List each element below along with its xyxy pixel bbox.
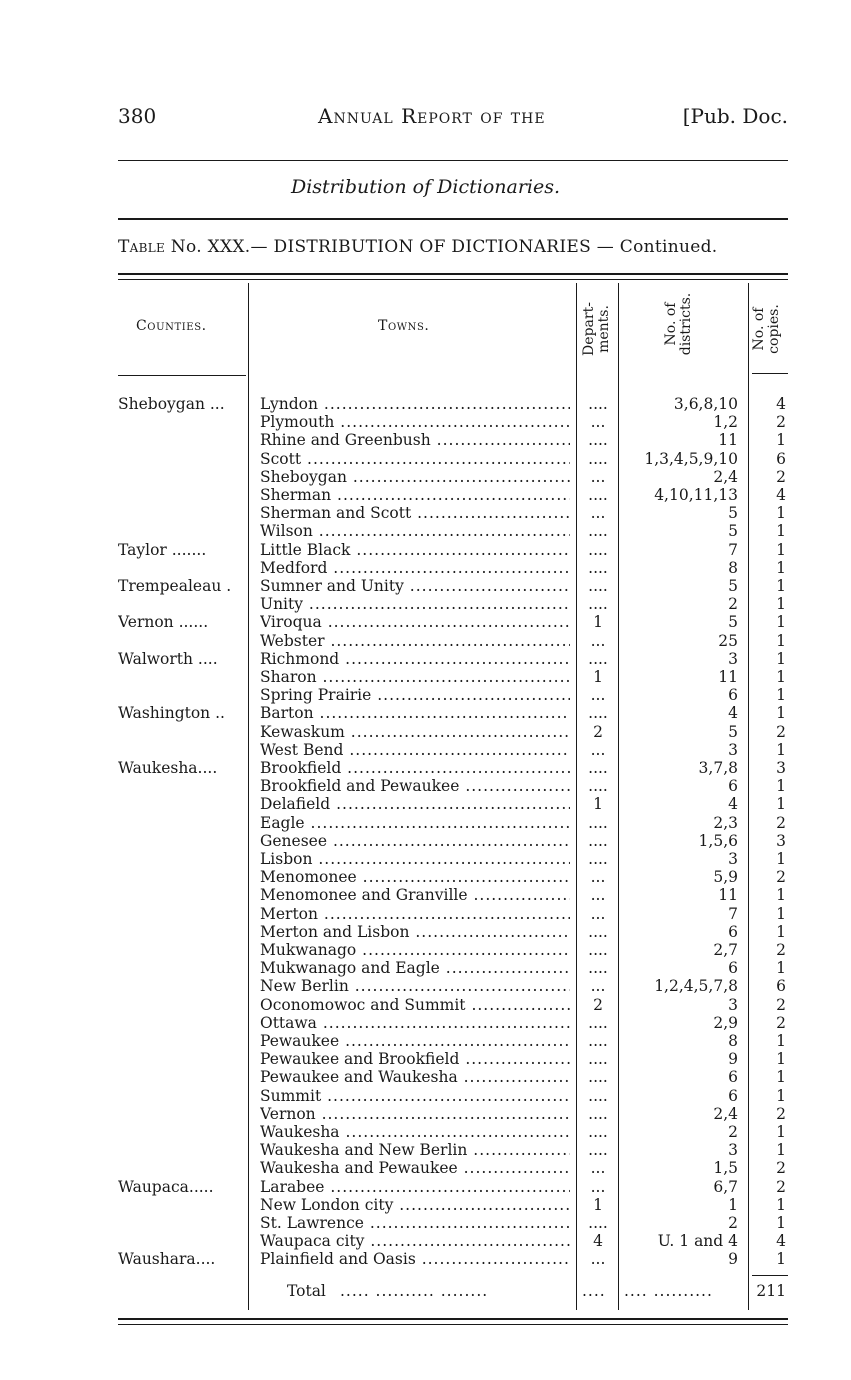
departments-cell: .... <box>588 1123 608 1141</box>
copies-cell: 1 <box>776 904 786 923</box>
town-cell: New Berlin ..... <box>260 977 570 995</box>
copies-cell: 1 <box>776 1141 786 1160</box>
table-row <box>0 1105 851 1123</box>
table-row <box>0 832 851 850</box>
districts-cell: 1,2,4,5,7,8 <box>654 977 738 996</box>
table-row <box>0 1068 851 1086</box>
table-caption <box>118 237 788 257</box>
districts-cell: 5 <box>728 577 738 595</box>
departments-cell: ... <box>590 740 606 759</box>
districts-cell: 3 <box>728 995 738 1014</box>
departments-cell: .... <box>588 486 608 504</box>
county-cell: Waushara.... <box>118 1250 216 1269</box>
town-cell: Waukesha ..... <box>260 1123 570 1141</box>
copies-cell: 2 <box>776 868 786 887</box>
total-copies: 211 <box>756 1282 786 1300</box>
departments-cell: ... <box>590 1177 606 1196</box>
copies-cell: 2 <box>776 467 786 486</box>
districts-cell: U. 1 and 4 <box>657 1232 738 1251</box>
districts-cell: 11 <box>718 668 738 686</box>
county-cell: Vernon ...... <box>118 613 209 632</box>
table-row <box>0 577 851 595</box>
districts-cell: 9 <box>728 1250 738 1269</box>
copies-cell: 1 <box>776 1086 786 1105</box>
districts-cell: 8 <box>728 1032 738 1050</box>
county-cell: Waupaca..... <box>118 1177 214 1196</box>
table-row <box>0 886 851 904</box>
table-row <box>0 1178 851 1196</box>
districts-cell: 6 <box>728 777 738 796</box>
county-cell: Waukesha.... <box>118 759 218 777</box>
districts-cell: 1,5 <box>713 1159 738 1178</box>
districts-cell: 7 <box>728 540 738 559</box>
districts-cell: 5 <box>728 613 738 632</box>
table-row <box>0 959 851 977</box>
town-cell: Waupaca city ..... <box>260 1232 570 1250</box>
column-header-districts: No. of districts. <box>663 292 694 356</box>
copies-cell: 3 <box>776 831 786 850</box>
town-cell: Waukesha and New Berlin ..... <box>260 1141 570 1159</box>
table-row <box>0 1123 851 1141</box>
table-row <box>0 559 851 577</box>
departments-cell: .... <box>588 922 608 941</box>
table-row <box>0 1232 851 1250</box>
town-cell: Brookfield and Pewaukee ..... <box>260 777 570 795</box>
departments-cell: .... <box>588 1068 608 1087</box>
column-header-copies: No. of copies. <box>751 304 782 354</box>
copies-cell: 1 <box>776 1032 786 1050</box>
districts-cell: 6 <box>728 1086 738 1105</box>
table-row <box>0 595 851 613</box>
town-cell: Plymouth ..... <box>260 413 570 431</box>
total-departments: .... <box>582 1282 606 1300</box>
header-rule <box>118 160 788 161</box>
districts-cell: 2 <box>728 1214 738 1232</box>
copies-cell: 1 <box>776 522 786 541</box>
copies-cell: 6 <box>776 449 786 468</box>
departments-cell: ... <box>590 504 606 523</box>
county-cell: Trempealeau . <box>118 577 232 595</box>
districts-cell: 2,7 <box>713 941 738 959</box>
districts-cell: 25 <box>718 631 738 650</box>
town-cell: Mukwanago ..... <box>260 941 570 959</box>
running-title: Annual Report of the <box>318 104 546 128</box>
copies-cell: 4 <box>776 486 786 504</box>
town-cell: Lisbon ..... <box>260 850 570 868</box>
departments-cell: .... <box>588 850 608 868</box>
town-cell: Sherman and Scott ..... <box>260 504 570 522</box>
copies-cell: 1 <box>776 850 786 868</box>
table-row <box>0 1196 851 1214</box>
table-row <box>0 814 851 832</box>
town-cell: Lyndon ..... <box>260 395 570 413</box>
districts-cell: 11 <box>718 886 738 905</box>
table-caption-lead: Table <box>118 237 166 257</box>
total-label: Total <box>287 1282 326 1300</box>
town-cell: Sherman ..... <box>260 486 570 504</box>
copies-cell: 1 <box>776 1250 786 1269</box>
copies-cell: 3 <box>776 759 786 777</box>
table-row <box>0 650 851 668</box>
districts-cell: 1,3,4,5,9,10 <box>644 449 738 468</box>
departments-cell: ... <box>590 868 606 887</box>
town-cell: Kewaskum ..... <box>260 723 570 741</box>
county-cell: Washington .. <box>118 704 225 723</box>
table-row <box>0 468 851 486</box>
departments-cell: .... <box>588 649 608 668</box>
districts-cell: 5 <box>728 522 738 541</box>
districts-cell: 11 <box>718 431 738 450</box>
copies-cell: 1 <box>776 795 786 814</box>
table-row <box>0 905 851 923</box>
departments-cell: .... <box>588 540 608 559</box>
departments-cell: .... <box>588 941 608 959</box>
table-row <box>0 1050 851 1068</box>
table-row <box>0 1087 851 1105</box>
table-bottom-rule <box>118 1318 788 1320</box>
copies-cell: 1 <box>776 613 786 632</box>
copies-cell: 1 <box>776 577 786 595</box>
departments-cell: .... <box>588 1032 608 1050</box>
departments-cell: ... <box>590 886 606 905</box>
districts-cell: 3 <box>728 649 738 668</box>
departments-cell: .... <box>588 1013 608 1032</box>
districts-cell: 1,5,6 <box>698 831 738 850</box>
districts-cell: 3,6,8,10 <box>673 395 738 413</box>
departments-cell: .... <box>588 1141 608 1160</box>
copies-cell: 2 <box>776 1159 786 1178</box>
copies-cell: 1 <box>776 959 786 978</box>
copies-cell: 1 <box>776 504 786 523</box>
total-rule <box>752 1275 788 1276</box>
copies-cell: 1 <box>776 1068 786 1087</box>
table-row <box>0 1250 851 1268</box>
copies-cell: 1 <box>776 740 786 759</box>
copies-cell: 1 <box>776 1195 786 1214</box>
copies-cell: 4 <box>776 395 786 413</box>
copies-cell: 6 <box>776 977 786 996</box>
districts-cell: 6 <box>728 959 738 978</box>
copies-cell: 2 <box>776 995 786 1014</box>
departments-cell: .... <box>588 813 608 832</box>
town-cell: Merton ..... <box>260 905 570 923</box>
town-cell: Merton and Lisbon ..... <box>260 923 570 941</box>
town-cell: Spring Prairie ..... <box>260 686 570 704</box>
departments-cell: ... <box>590 1159 606 1178</box>
departments-cell: ... <box>590 977 606 996</box>
districts-cell: 5,9 <box>713 868 738 887</box>
table-row <box>0 1014 851 1032</box>
town-cell: Rhine and Greenbush ..... <box>260 431 570 449</box>
table-row <box>0 668 851 686</box>
copies-cell: 1 <box>776 540 786 559</box>
town-cell: Pewaukee and Waukesha ..... <box>260 1068 570 1086</box>
departments-cell: .... <box>588 1086 608 1105</box>
districts-cell: 4 <box>728 795 738 814</box>
table-row <box>0 741 851 759</box>
table-row <box>0 1159 851 1177</box>
copies-cell: 1 <box>776 1123 786 1141</box>
town-cell: St. Lawrence ..... <box>260 1214 570 1232</box>
departments-cell: .... <box>588 759 608 777</box>
total-row <box>0 1282 851 1302</box>
districts-cell: 4,10,11,13 <box>654 486 738 504</box>
town-cell: Medford ..... <box>260 559 570 577</box>
town-cell: Pewaukee and Brookfield ..... <box>260 1050 570 1068</box>
table-row <box>0 522 851 540</box>
table-row <box>0 450 851 468</box>
subtitle-rule <box>118 218 788 220</box>
districts-cell: 2 <box>728 1123 738 1141</box>
copies-cell: 1 <box>776 595 786 614</box>
town-cell: New London city ..... <box>260 1196 570 1214</box>
town-cell: West Bend ..... <box>260 741 570 759</box>
total-districts: .... .......... <box>624 1282 713 1300</box>
departments-cell: .... <box>588 431 608 450</box>
page-number: 380 <box>118 104 157 128</box>
town-cell: Delafield ..... <box>260 795 570 813</box>
town-cell: Ottawa ..... <box>260 1014 570 1032</box>
table-row <box>0 1032 851 1050</box>
table-row <box>0 704 851 722</box>
departments-cell: .... <box>588 831 608 850</box>
table-row <box>0 686 851 704</box>
table-row <box>0 431 851 449</box>
districts-cell: 7 <box>728 904 738 923</box>
town-cell: Sharon ..... <box>260 668 570 686</box>
departments-cell: 1 <box>593 613 603 632</box>
table-row <box>0 395 851 413</box>
districts-cell: 2,9 <box>713 1013 738 1032</box>
table-row <box>0 850 851 868</box>
town-cell: Pewaukee ..... <box>260 1032 570 1050</box>
copies-cell: 1 <box>776 1050 786 1069</box>
districts-cell: 3 <box>728 740 738 759</box>
town-cell: Genesee ..... <box>260 832 570 850</box>
departments-cell: ... <box>590 631 606 650</box>
table-row <box>0 777 851 795</box>
town-cell: Barton ..... <box>260 704 570 722</box>
town-cell: Vernon ..... <box>260 1105 570 1123</box>
departments-cell: 2 <box>593 722 603 741</box>
departments-cell: ... <box>590 904 606 923</box>
section-subtitle: Distribution of Dictionaries. <box>290 176 561 198</box>
town-cell: Menomonee ..... <box>260 868 570 886</box>
districts-cell: 6,7 <box>713 1177 738 1196</box>
table-row <box>0 723 851 741</box>
town-cell: Summit ..... <box>260 1087 570 1105</box>
districts-cell: 6 <box>728 1068 738 1087</box>
departments-cell: .... <box>588 1104 608 1123</box>
town-cell: Larabee ..... <box>260 1178 570 1196</box>
districts-cell: 8 <box>728 558 738 577</box>
table-row <box>0 795 851 813</box>
town-cell: Waukesha and Pewaukee ..... <box>260 1159 570 1177</box>
copies-cell: 1 <box>776 777 786 796</box>
table-row <box>0 613 851 631</box>
copies-cell: 1 <box>776 631 786 650</box>
departments-cell: 1 <box>593 795 603 814</box>
copies-cell: 1 <box>776 704 786 723</box>
town-cell: Wilson ..... <box>260 522 570 540</box>
table-row <box>0 541 851 559</box>
departments-cell: .... <box>588 522 608 541</box>
table-row <box>0 504 851 522</box>
copies-cell: 1 <box>776 668 786 686</box>
table-row <box>0 977 851 995</box>
districts-cell: 2,4 <box>713 467 738 486</box>
town-cell: Mukwanago and Eagle ..... <box>260 959 570 977</box>
districts-cell: 6 <box>728 686 738 705</box>
districts-cell: 6 <box>728 922 738 941</box>
table-row <box>0 1214 851 1232</box>
column-header-departments: Depart- ments. <box>581 302 612 356</box>
column-header-towns: Towns. <box>378 318 430 334</box>
copies-cell: 2 <box>776 813 786 832</box>
town-cell: Eagle ..... <box>260 814 570 832</box>
table-caption-text: No. XXX.— DISTRIBUTION OF DICTIONARIES — Continued. <box>170 237 718 257</box>
copies-cell: 1 <box>776 922 786 941</box>
departments-cell: 1 <box>593 668 603 686</box>
county-cell: Sheboygan ... <box>118 395 225 413</box>
departments-cell: .... <box>588 595 608 614</box>
districts-cell: 5 <box>728 504 738 523</box>
table-row <box>0 413 851 431</box>
table-row <box>0 868 851 886</box>
departments-cell: 2 <box>593 995 603 1014</box>
running-header <box>118 104 788 134</box>
districts-cell: 9 <box>728 1050 738 1069</box>
copies-cell: 2 <box>776 1013 786 1032</box>
town-cell: Webster ..... <box>260 632 570 650</box>
departments-cell: ... <box>590 467 606 486</box>
departments-cell: .... <box>588 959 608 978</box>
town-cell: Unity ..... <box>260 595 570 613</box>
districts-cell: 3 <box>728 850 738 868</box>
copies-cell: 1 <box>776 558 786 577</box>
departments-cell: .... <box>588 577 608 595</box>
town-cell: Sheboygan ..... <box>260 468 570 486</box>
departments-cell: .... <box>588 1214 608 1232</box>
town-cell: Brookfield ..... <box>260 759 570 777</box>
departments-cell: 4 <box>593 1232 603 1251</box>
copies-cell: 1 <box>776 1214 786 1232</box>
town-cell: Oconomowoc and Summit ..... <box>260 996 570 1014</box>
town-cell: Menomonee and Granville ..... <box>260 886 570 904</box>
departments-cell: .... <box>588 558 608 577</box>
copies-cell: 2 <box>776 1104 786 1123</box>
districts-cell: 2 <box>728 595 738 614</box>
town-cell: Viroqua ..... <box>260 613 570 631</box>
table-row <box>0 486 851 504</box>
districts-cell: 4 <box>728 704 738 723</box>
table-row <box>0 923 851 941</box>
table-row <box>0 632 851 650</box>
departments-cell: .... <box>588 449 608 468</box>
districts-cell: 5 <box>728 722 738 741</box>
departments-cell: .... <box>588 704 608 723</box>
county-cell: Walworth .... <box>118 649 218 668</box>
districts-cell: 3,7,8 <box>698 759 738 777</box>
copies-cell: 2 <box>776 722 786 741</box>
table-row <box>0 941 851 959</box>
table-row <box>0 1141 851 1159</box>
departments-cell: 1 <box>593 1195 603 1214</box>
copies-cell: 1 <box>776 686 786 705</box>
header-bottom-rule-right <box>752 373 788 374</box>
districts-cell: 3 <box>728 1141 738 1160</box>
town-cell: Plainfield and Oasis ..... <box>260 1250 570 1268</box>
departments-cell: ... <box>590 686 606 705</box>
copies-cell: 2 <box>776 413 786 432</box>
copies-cell: 4 <box>776 1232 786 1251</box>
copies-cell: 1 <box>776 431 786 450</box>
total-leader: ..... .......... ........ <box>340 1282 489 1300</box>
districts-cell: 1 <box>728 1195 738 1214</box>
county-cell: Taylor ....... <box>118 540 207 559</box>
departments-cell: .... <box>588 395 608 413</box>
districts-cell: 2,3 <box>713 813 738 832</box>
table-row <box>0 996 851 1014</box>
departments-cell: .... <box>588 777 608 796</box>
districts-cell: 2,4 <box>713 1104 738 1123</box>
table-row <box>0 759 851 777</box>
departments-cell: ... <box>590 413 606 432</box>
copies-cell: 1 <box>776 886 786 905</box>
header-bottom-rule-left <box>118 375 246 376</box>
copies-cell: 2 <box>776 1177 786 1196</box>
copies-cell: 1 <box>776 649 786 668</box>
town-cell: Sumner and Unity ..... <box>260 577 570 595</box>
town-cell: Scott ..... <box>260 450 570 468</box>
table-bottom-rule-inner <box>118 1324 788 1325</box>
column-header-counties: Counties. <box>136 318 207 334</box>
town-cell: Little Black ..... <box>260 541 570 559</box>
copies-cell: 2 <box>776 941 786 959</box>
town-cell: Richmond ..... <box>260 650 570 668</box>
departments-cell: .... <box>588 1050 608 1069</box>
departments-cell: ... <box>590 1250 606 1269</box>
document-label: [Pub. Doc. <box>682 104 788 128</box>
districts-cell: 1,2 <box>713 413 738 432</box>
